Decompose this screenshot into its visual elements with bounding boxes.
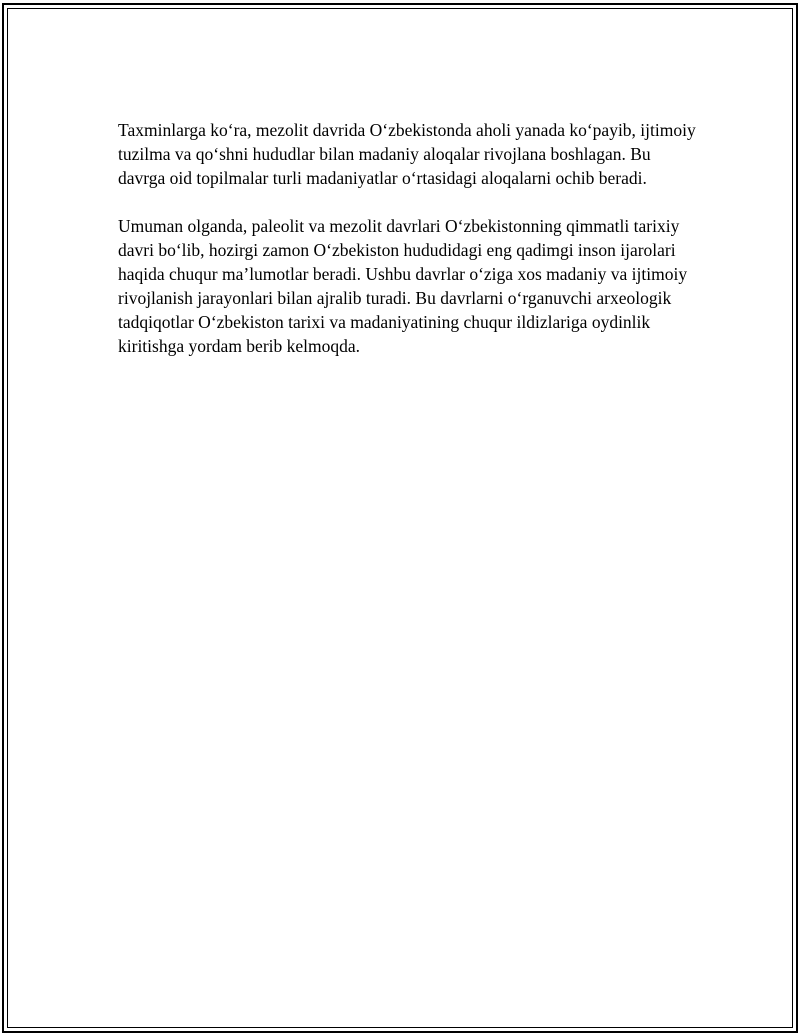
document-body bbox=[118, 118, 698, 382]
paragraph-2: Umuman olganda, paleolit va mezolit davrlari Oʻzbekistonning qimmatli tarixiy davri boʻlib, hozirgi zamon Oʻzbekiston hududidagi eng qadimgi inson ijarolari haqida chuqur maʼlumotlar beradi. Ushbu davrlar oʻziga xos madaniy va ijtimoiy rivojlanish jarayonlari bilan ajralib turadi. Bu davrlarni oʻrganuvchi arxeologik tadqiqotlar Oʻzbekiston tarixi va madaniyatining chuqur ildizlariga oydinlik kiritishga yordam berib kelmoqda. bbox=[118, 216, 688, 356]
paragraph-1: Taxminlarga koʻra, mezolit davrida Oʻzbekistonda aholi yanada koʻpayib, ijtimoiy tuzilma va qoʻshni hududlar bilan madaniy aloqalar rivojlana boshlagan. Bu davrga oid topilmalar turli madaniyatlar oʻrtasidagi aloqalarni ochib beradi. bbox=[118, 120, 696, 188]
